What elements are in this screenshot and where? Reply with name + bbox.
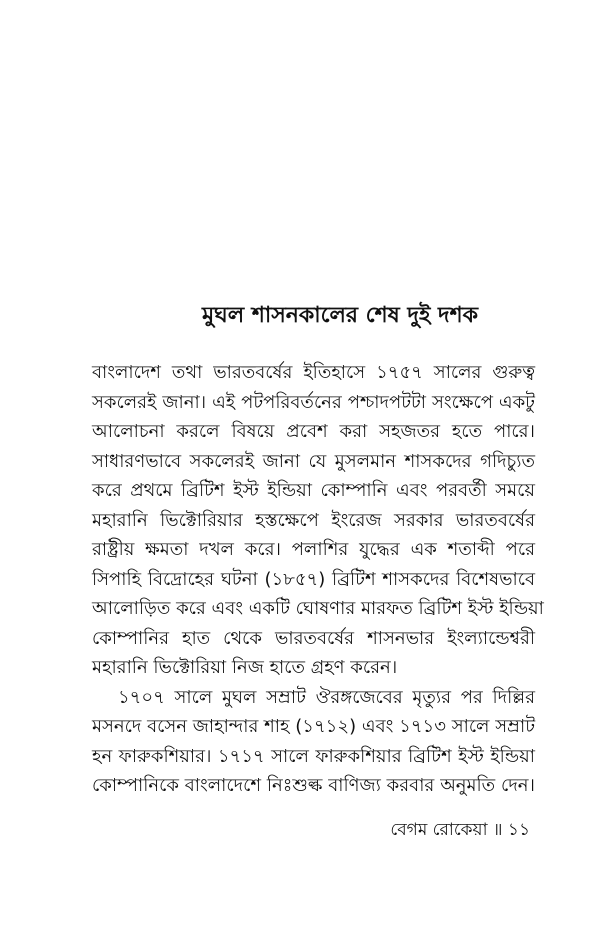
text-line: কোম্পানিকে বাংলাদেশে নিঃশুল্ক বাণিজ্য করবার অনুমতি দেন। <box>92 775 535 796</box>
text-line: বাংলাদেশ তথা ভারতবর্ষের ইতিহাসে ১৭৫৭ সালের গুরুত্ব <box>92 362 535 383</box>
chapter-title: মুঘল শাসনকালের শেষ দুই দশক <box>201 303 479 328</box>
text-line: মসনদে বসেন জাহান্দার শাহ (১৭১২) এবং ১৭১৩ সালে সম্রাট <box>92 716 535 737</box>
text-line: হন ফারুকশিয়ার। ১৭১৭ সালে ফারুকশিয়ার ব্রিটিশ ইস্ট ইন্ডিয়া <box>92 745 535 767</box>
page-footer: বেগম রোকেয়া ॥ ১১ <box>390 820 530 840</box>
text-line: মহারানি ভিক্টোরিয়ার হস্তক্ষেপে ইংরেজ সরকার ভারতবর্ষের <box>92 509 535 531</box>
text-line: সিপাহি বিদ্রোহের ঘটনা (১৮৫৭) ব্রিটিশ শাসকদের বিশেষভাবে <box>92 568 535 590</box>
text-line: আলোচনা করলে বিষয়ে প্রবেশ করা সহজতর হতে পারে। <box>92 421 535 442</box>
text-line: মহারানি ভিক্টোরিয়া নিজ হাতে গ্রহণ করেন। <box>92 657 398 678</box>
text-line: ১৭০৭ সালে মুঘল সম্রাট ঔরঙ্গজেবের মৃত্যুর পর দিল্লির <box>118 686 535 708</box>
text-line: সকলেরই জানা। এই পটপরিবর্তনের পশ্চাদপটটা সংক্ষেপে একটু <box>92 391 535 413</box>
text-line: করে প্রথমে ব্রিটিশ ইস্ট ইন্ডিয়া কোম্পানি এবং পরবর্তী সময়ে <box>92 480 535 501</box>
text-line: আলোড়িত করে এবং একটি ঘোষণার মারফত ব্রিটিশ ইস্ট ইন্ডিয়া <box>92 598 544 619</box>
text-line: কোম্পানির হাত থেকে ভারতবর্ষের শাসনভার ইংল্যান্ডেশ্বরী <box>92 627 535 649</box>
text-line: সাধারণভাবে সকলেরই জানা যে মুসলমান শাসকদের গদিচ্যুত <box>92 450 535 472</box>
text-line: রাষ্ট্রীয় ক্ষমতা দখল করে। পলাশির যুদ্ধের এক শতাব্দী পরে <box>92 539 535 560</box>
